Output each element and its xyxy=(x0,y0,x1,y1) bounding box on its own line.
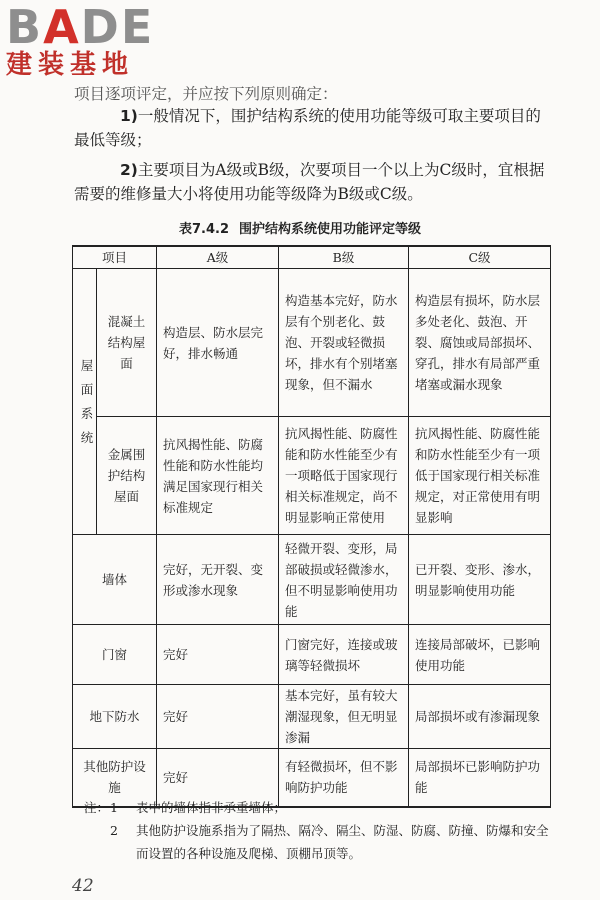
table-header-row xyxy=(73,246,551,269)
header-a: A级 xyxy=(157,246,279,269)
note-1-text: 表中的墙体指非承重墙体； xyxy=(136,800,287,815)
page-number: 42 xyxy=(72,876,94,896)
intro-text: 项目逐项评定，并应按下列原则确定： xyxy=(74,85,338,103)
row-c: 局部损坏或有渗漏现象 xyxy=(409,685,551,749)
row-item: 地下防水 xyxy=(73,685,157,749)
table-caption xyxy=(0,218,600,237)
row-a: 完好 xyxy=(157,749,279,807)
header-c: C级 xyxy=(409,246,551,269)
table-row xyxy=(73,535,551,625)
logo-letter-a: A xyxy=(43,0,81,54)
bade-logo xyxy=(6,0,155,80)
logo-subtitle: 建装基地 xyxy=(6,50,135,80)
logo-wordmark xyxy=(6,0,155,54)
row-b: 门窗完好，连接或玻璃等轻微损坏 xyxy=(279,625,409,685)
row-b: 构造基本完好，防水层有个别老化、鼓泡、开裂或轻微损坏，排水有个别堵塞现象，但不漏水 xyxy=(279,269,409,417)
header-b: B级 xyxy=(279,246,409,269)
row-item: 金属围护结构屋面 xyxy=(97,417,157,535)
note-1-number: 1 xyxy=(110,800,118,815)
table-title: 围护结构系统使用功能评定等级 xyxy=(239,222,422,237)
row-a: 完好，无开裂、变形或渗水现象 xyxy=(157,535,279,625)
row-c: 局部损坏已影响防护功能 xyxy=(409,749,551,807)
table-notes xyxy=(84,796,554,865)
table-row xyxy=(73,269,551,417)
row-a: 构造层、防水层完好，排水畅通 xyxy=(157,269,279,417)
row-b: 基本完好，虽有较大潮湿现象，但无明显渗漏 xyxy=(279,685,409,749)
principle-2-text: 主要项目为A级或B级，次要项目一个以上为C级时，宜根据需要的维修量大小将使用功能等级降为B级或C级。 xyxy=(74,161,545,203)
row-item: 其他防护设施 xyxy=(73,749,157,807)
group-label: 屋面系统 xyxy=(80,357,94,445)
notes-label: 注： xyxy=(84,800,110,815)
row-c: 抗风揭性能、防腐性能和防水性能至少有一项低于国家现行相关标准规定，对正常使用有明显影响 xyxy=(409,417,551,535)
row-b: 抗风揭性能、防腐性能和防水性能至少有一项略低于国家现行相关标准规定，尚不明显影响正常使用 xyxy=(279,417,409,535)
note-1 xyxy=(84,796,554,819)
note-2 xyxy=(84,819,554,865)
row-item: 混凝土结构屋面 xyxy=(97,269,157,417)
row-c: 已开裂、变形、渗水，明显影响使用功能 xyxy=(409,535,551,625)
row-a: 完好 xyxy=(157,685,279,749)
table-row xyxy=(73,685,551,749)
principle-2 xyxy=(74,158,554,206)
row-b: 有轻微损坏，但不影响防护功能 xyxy=(279,749,409,807)
principle-2-number: 2) xyxy=(120,161,138,179)
header-item: 项目 xyxy=(73,246,157,269)
group-cell xyxy=(73,269,97,535)
row-item: 墙体 xyxy=(73,535,157,625)
note-2-text: 其他防护设施系指为了隔热、隔冷、隔尘、防湿、防腐、防撞、防爆和安全而设置的各种设施及爬梯、顶棚吊顶等。 xyxy=(136,823,549,861)
row-a: 完好 xyxy=(157,625,279,685)
row-b: 轻微开裂、变形，局部破损或轻微渗水，但不明显影响使用功能 xyxy=(279,535,409,625)
table-row xyxy=(73,417,551,535)
rating-table xyxy=(72,245,551,808)
logo-letters-de: DE xyxy=(80,0,155,54)
row-c: 构造层有损坏，防水层多处老化、鼓泡、开裂、腐蚀或局部损坏、穿孔，排水有局部严重堵塞或漏水现象 xyxy=(409,269,551,417)
principle-1-text: 一般情况下，围护结构系统的使用功能等级可取主要项目的最低等级； xyxy=(74,107,541,149)
table-row xyxy=(73,625,551,685)
row-c: 连接局部破坏，已影响使用功能 xyxy=(409,625,551,685)
principle-1 xyxy=(74,104,554,152)
row-item: 门窗 xyxy=(73,625,157,685)
principle-1-number: 1) xyxy=(120,107,138,125)
row-a: 抗风揭性能、防腐性能和防水性能均满足国家现行相关标准规定 xyxy=(157,417,279,535)
table-number: 表7.4.2 xyxy=(178,222,229,237)
logo-letter-b: B xyxy=(6,0,44,54)
note-2-number: 2 xyxy=(110,823,118,838)
